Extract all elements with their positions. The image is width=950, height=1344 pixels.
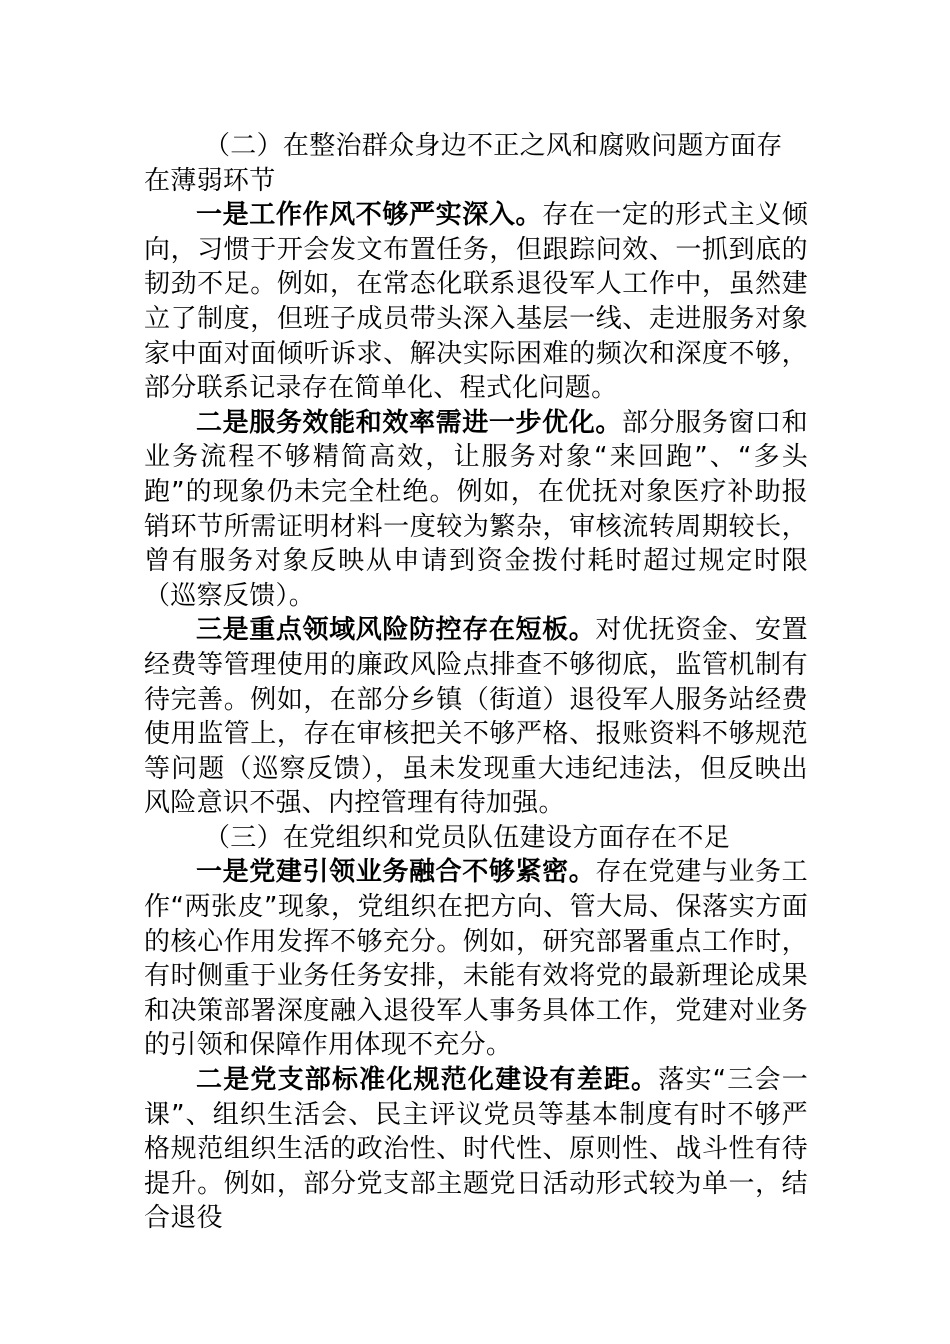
paragraph-work-style	[144, 198, 808, 406]
document-body	[144, 129, 808, 1236]
paragraph-service-efficiency	[144, 406, 808, 614]
paragraph-lead: 三是重点领域风险防控存在短板。	[196, 615, 596, 646]
paragraph-lead: 二是服务效能和效率需进一步优化。	[196, 407, 622, 438]
paragraph-party-integration	[144, 855, 808, 1063]
paragraph-lead: 一是党建引领业务融合不够紧密。	[196, 857, 596, 888]
section-heading-3: （三）在党组织和党员队伍建设方面存在不足	[204, 822, 731, 853]
paragraph-body: 部分服务窗口和业务流程不够精简高效，让服务对象“来回跑”、“多头跑”的现象仍未完全杜绝。例如，在优抚对象医疗补助报销环节所需证明材料一度较为繁杂，审核流转周期较长，曾有服务对象反映从申请到资金拨付耗时超过规定时限（巡察反馈）。	[144, 407, 808, 611]
paragraph-body: 存在一定的形式主义倾向，习惯于开会发文布置任务，但跟踪问效、一抓到底的韧劲不足。例如，在常态化联系退役军人工作中，虽然建立了制度，但班子成员带头深入基层一线、走进服务对象家中面对面倾听诉求、解决实际困难的频次和深度不够，部分联系记录存在简单化、程式化问题。	[144, 200, 808, 404]
paragraph-lead: 二是党支部标准化规范化建设有差距。	[196, 1065, 659, 1096]
paragraph-risk-control	[144, 613, 808, 821]
paragraph-body: 存在党建与业务工作“两张皮”现象，党组织在把方向、管大局、保落实方面的核心作用发挥不够充分。例如，研究部署重点工作时，有时侧重于业务任务安排，未能有效将党的最新理论成果和决策部署深度融入退役军人事务具体工作，党建对业务的引领和保障作用体现不充分。	[144, 857, 808, 1061]
paragraph-body: 落实“三会一课”、组织生活会、民主评议党员等基本制度有时不够严格规范组织生活的政治性、时代性、原则性、战斗性有待提升。例如，部分党支部主题党日活动形式较为单一，结合退役	[144, 1065, 808, 1234]
paragraph-body: 对优抚资金、安置经费等管理使用的廉政风险点排查不够彻底，监管机制有待完善。例如，在部分乡镇（街道）退役军人服务站经费使用监管上，存在审核把关不够严格、报账资料不够规范等问题（巡察反馈），虽未发现重大违纪违法，但反映出风险意识不强、内控管理有待加强。	[144, 615, 808, 819]
paragraph-lead: 一是工作作风不够严实深入。	[196, 200, 543, 231]
section-heading-2: （二）在整治群众身边不正之风和腐败问题方面存在薄弱环节	[144, 131, 783, 196]
paragraph-branch-standardization	[144, 1063, 808, 1236]
